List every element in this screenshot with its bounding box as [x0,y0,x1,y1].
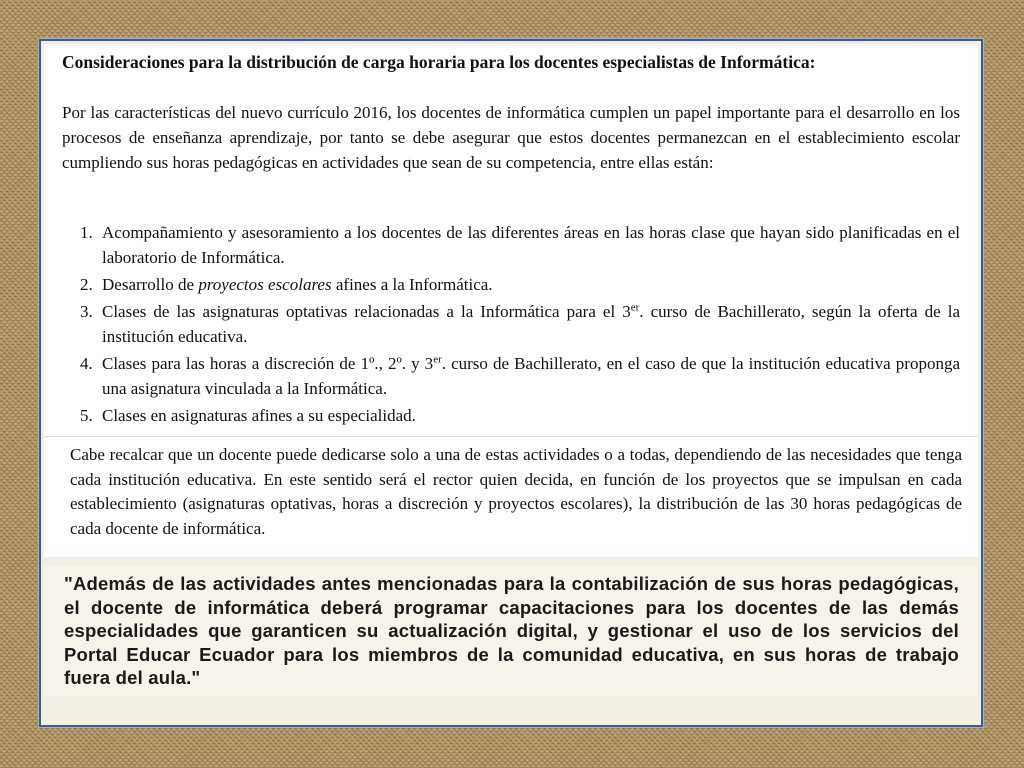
note-excerpt [44,436,978,557]
document-title: Consideraciones para la distribución de carga horaria para los docentes especialistas de Informática: [62,52,816,72]
document-excerpt [44,44,978,436]
list-item-text: afines a la Informática. [331,275,493,294]
intro-paragraph: Por las características del nuevo currículo 2016, los docentes de informática cumplen un papel importante para el desarrollo en los procesos de enseñanza aprendizaje, por tanto se debe asegurar que estos docentes permanezcan en el establecimiento escolar cumpliendo sus horas pedagógicas en actividades que sean de su competencia, entre ellas están: [62,103,960,172]
list-item-number: 4. [80,354,93,373]
list-item-text: Clases para las horas a discreción de 1º., 2º. y 3 [102,354,434,373]
list-item-text: Clases de las asignaturas optativas relacionadas a la Informática para el 3 [102,302,631,321]
list-item-text: . curso de Bachillerato, en el caso de que la institución educativa proponga una asignatura vinculada a la Informática. [102,354,960,398]
list-item [62,220,960,270]
list-item-text: . curso de Bachillerato, según la oferta de la institución educativa. [102,302,960,346]
quote-excerpt [44,566,978,696]
activities-list [62,220,960,430]
list-item-number: 5. [80,406,93,425]
list-item-number: 2. [80,275,93,294]
list-item [62,299,960,349]
list-item-number: 3. [80,302,93,321]
note-paragraph: Cabe recalcar que un docente puede dedicarse solo a una de estas actividades o a todas, dependiendo de las necesidades que tenga cada institución educativa. En este sentido será el rector quien decida, en función de los proyectos que se impulsan en cada establecimiento (asignaturas optativas, horas a discreción y proyectos escolares), la distribución de las 30 horas pedagógicas de cada docente de informática. [70,445,962,538]
list-item-text: Acompañamiento y asesoramiento a los docentes de las diferentes áreas en las horas clase que hayan sido planificadas en el laboratorio de Informática. [102,223,960,267]
list-item-text: Desarrollo de [102,275,199,294]
list-item-text: Clases en asignaturas afines a su especialidad. [102,406,416,425]
list-item-number: 1. [80,223,93,242]
ordinal-superscript: er [433,353,442,366]
ordinal-superscript: er [630,301,640,314]
slide-frame [39,39,983,727]
emphasis-text: proyectos escolares [198,275,332,294]
list-item [62,272,960,297]
quote-paragraph: "Además de las actividades antes mencionadas para la contabilización de sus horas pedagógicas, el docente de informática deberá programar capacitaciones para los docentes de las demás especialidades que garanticen su actualización digital, y gestionar el uso de los servicios del Portal Educar Ecuador para los miembros de la comunidad educativa, en sus horas de trabajo fuera del aula." [64,573,959,688]
list-item [62,351,960,401]
list-item [62,403,960,428]
